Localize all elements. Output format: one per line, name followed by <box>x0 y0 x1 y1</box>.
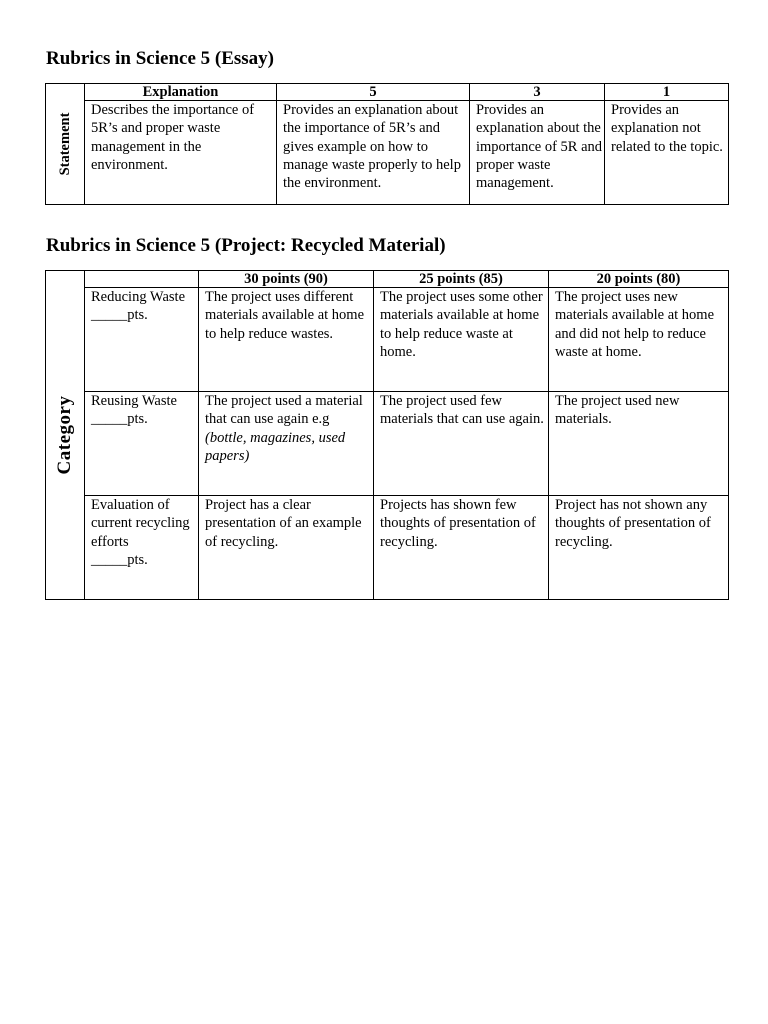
criterion-name: Reusing Waste <box>91 393 177 409</box>
criterion-points-blank: _____pts. <box>91 307 148 324</box>
project-row-reducing <box>46 288 729 392</box>
essay-col-3: 3 <box>470 84 605 101</box>
project-rubric-title: Rubrics in Science 5 (Project: Recycled Material) <box>46 235 446 256</box>
essay-score-3-cell: Provides an explanation about the importance of 5R and proper waste management. <box>470 101 605 205</box>
essay-col-5: 5 <box>277 84 470 101</box>
project-col-30: 30 points (90) <box>199 271 374 288</box>
score-30-examples: (bottle, magazines, used papers) <box>205 429 346 464</box>
score-30-text: The project used a material that can use again e.g <box>205 393 363 428</box>
score-30-cell <box>199 392 374 496</box>
essay-side-label: Statement <box>56 112 73 176</box>
score-25-cell: The project uses some other materials available at home to help reduce waste at home. <box>374 288 549 392</box>
score-30-cell: The project uses different materials available at home to help reduce wastes. <box>199 288 374 392</box>
essay-rubric-table <box>45 83 729 205</box>
criterion-name: Reducing Waste <box>91 289 186 305</box>
project-row-evaluation <box>46 496 729 600</box>
essay-header-row <box>46 84 729 101</box>
criterion-cell <box>85 288 199 392</box>
score-20-cell: Project has not shown any thoughts of presentation of recycling. <box>549 496 729 600</box>
project-row-reusing <box>46 392 729 496</box>
criterion-points-blank: _____pts. <box>91 551 148 568</box>
score-25-cell: The project used few materials that can use again. <box>374 392 549 496</box>
essay-side-label-cell <box>46 84 85 205</box>
project-rubric-table <box>45 270 729 600</box>
essay-col-explanation: Explanation <box>85 84 277 101</box>
essay-score-1-cell: Provides an explanation not related to the topic. <box>605 101 729 205</box>
essay-explanation-cell: Describes the importance of 5R’s and proper waste management in the environment. <box>85 101 277 205</box>
score-25-cell: Projects has shown few thoughts of presentation of recycling. <box>374 496 549 600</box>
project-side-label-cell <box>46 271 85 600</box>
project-col-criterion <box>85 271 199 288</box>
essay-col-1: 1 <box>605 84 729 101</box>
essay-rubric-title: Rubrics in Science 5 (Essay) <box>46 48 274 69</box>
criterion-points-blank: _____pts. <box>91 411 148 428</box>
score-20-cell: The project used new materials. <box>549 392 729 496</box>
project-side-label: Category <box>53 395 75 475</box>
project-header-row <box>46 271 729 288</box>
project-col-25: 25 points (85) <box>374 271 549 288</box>
criterion-cell <box>85 496 199 600</box>
essay-content-row <box>46 101 729 205</box>
score-20-cell: The project uses new materials available at home and did not help to reduce waste at home. <box>549 288 729 392</box>
score-30-cell: Project has a clear presentation of an example of recycling. <box>199 496 374 600</box>
criterion-cell <box>85 392 199 496</box>
criterion-name: Evaluation of current recycling efforts <box>91 497 190 550</box>
essay-score-5-cell: Provides an explanation about the importance of 5R’s and gives example on how to manage waste properly to help the environment. <box>277 101 470 205</box>
project-col-20: 20 points (80) <box>549 271 729 288</box>
